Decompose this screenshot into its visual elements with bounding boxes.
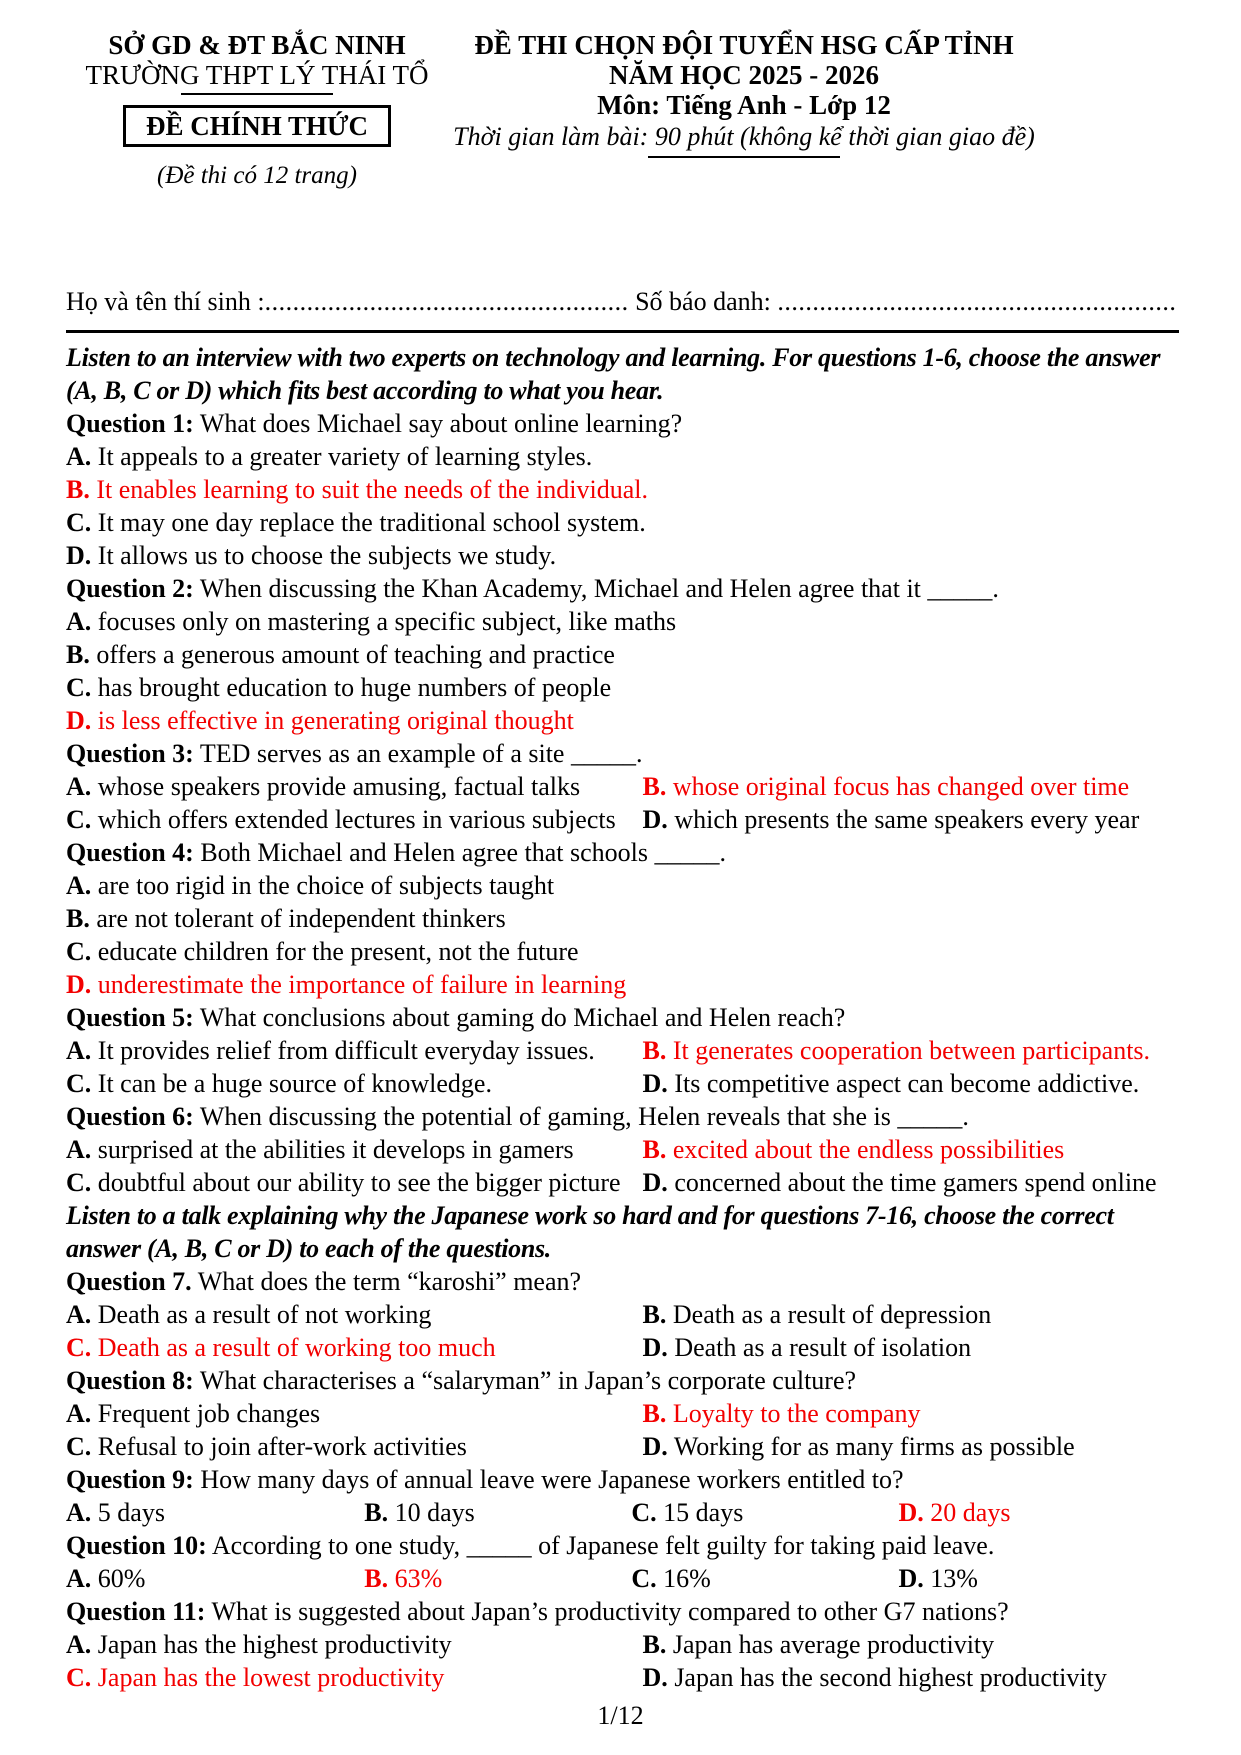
school-name: TRƯỜNG THPT LÝ THÁI TỔ — [85, 60, 429, 90]
option-key: D. — [642, 1663, 668, 1692]
option-a: A. It appeals to a greater variety of learning styles. — [66, 442, 593, 471]
question-5 — [66, 1001, 1179, 1100]
option-key: D. — [66, 541, 92, 570]
question-text: Question 8: What characterises a “salaryman” in Japan’s corporate culture? — [66, 1366, 857, 1395]
option-c: C. Death as a result of working too much — [66, 1333, 496, 1362]
option-c: C. It may one day replace the traditional school system. — [66, 508, 646, 537]
official-exam-box — [123, 105, 391, 147]
options — [66, 1397, 1179, 1463]
option-d: D. 13% — [898, 1564, 978, 1593]
option-key: B. — [364, 1564, 389, 1593]
option-c: C. has brought education to huge numbers of people — [66, 673, 612, 702]
question-6 — [66, 1100, 1179, 1199]
header-right — [448, 30, 1040, 158]
option-d: D. underestimate the importance of failure in learning — [66, 970, 627, 999]
section-instruction: Listen to a talk explaining why the Japanese work so hard and for questions 7-16, choose the correct answer (A, B, C or D) to each of the questions. — [66, 1201, 1114, 1263]
option-b: B. Loyalty to the company — [642, 1399, 921, 1428]
option-key: C. — [66, 1432, 92, 1461]
pages-note: (Đề thi có 12 trang) — [157, 162, 357, 189]
option-key: C. — [631, 1564, 657, 1593]
school-year: NĂM HỌC 2025 - 2026 — [609, 60, 879, 90]
subject-line: Môn: Tiếng Anh - Lớp 12 — [597, 90, 891, 120]
department-name: SỞ GD & ĐT BẮC NINH — [108, 30, 406, 60]
option-key: D. — [642, 1333, 668, 1362]
option-d: D. It allows us to choose the subjects we study. — [66, 541, 557, 570]
option-key: D. — [898, 1564, 924, 1593]
question-8 — [66, 1364, 1179, 1463]
option-b: B. Death as a result of depression — [642, 1300, 992, 1329]
option-key: A. — [66, 1135, 92, 1164]
question-text: Question 11: What is suggested about Japan’s productivity compared to other G7 nations? — [66, 1597, 1009, 1626]
candidate-id-label: Số báo danh: — [628, 287, 778, 316]
question-number: Question 4: — [66, 838, 194, 867]
option-c: C. doubtful about our ability to see the bigger picture — [66, 1168, 621, 1197]
option-key: C. — [66, 1168, 92, 1197]
question-1 — [66, 407, 1179, 572]
option-key: C. — [66, 937, 92, 966]
question-number: Question 5: — [66, 1003, 194, 1032]
option-key: A. — [66, 772, 92, 801]
option-key: D. — [642, 1432, 668, 1461]
question-text: Question 4: Both Michael and Helen agree that schools _____. — [66, 838, 726, 867]
official-exam-label: ĐỀ CHÍNH THỨC — [145, 111, 369, 141]
option-a: A. It provides relief from difficult everyday issues. — [66, 1036, 595, 1065]
candidate-name-blank: .................................................... — [264, 287, 629, 316]
question-9 — [66, 1463, 1179, 1529]
option-d: D. concerned about the time gamers spend online — [642, 1168, 1157, 1197]
question-text: Question 3: TED serves as an example of a site _____. — [66, 739, 643, 768]
exam-title: ĐỀ THI CHỌN ĐỘI TUYỂN HSG CẤP TỈNH — [474, 30, 1014, 60]
option-key: A. — [66, 871, 92, 900]
option-key: D. — [642, 805, 668, 834]
question-text: Question 9: How many days of annual leave were Japanese workers entitled to? — [66, 1465, 904, 1494]
question-number: Question 2: — [66, 574, 194, 603]
options — [66, 440, 1179, 572]
option-a: A. 60% — [66, 1564, 146, 1593]
option-a: A. Japan has the highest productivity — [66, 1630, 452, 1659]
option-key: B. — [364, 1498, 389, 1527]
option-d: D. which presents the same speakers every year — [642, 805, 1140, 834]
question-number: Question 9: — [66, 1465, 194, 1494]
option-key: B. — [642, 1300, 667, 1329]
candidate-line — [66, 287, 1179, 317]
option-b: B. whose original focus has changed over time — [642, 772, 1130, 801]
option-d: D. 20 days — [898, 1498, 1011, 1527]
option-key: D. — [898, 1498, 924, 1527]
options — [66, 1496, 1179, 1529]
option-key: C. — [66, 508, 92, 537]
question-text: Question 7. What does the term “karoshi” mean? — [66, 1267, 582, 1296]
option-key: A. — [66, 1564, 92, 1593]
option-c: C. It can be a huge source of knowledge. — [66, 1069, 492, 1098]
header-divider — [66, 330, 1179, 333]
option-key: A. — [66, 1498, 92, 1527]
header — [66, 30, 1179, 191]
question-2 — [66, 572, 1179, 737]
option-key: B. — [66, 475, 90, 504]
candidate-id-blank: ......................................................... — [777, 287, 1177, 316]
option-key: C. — [66, 1663, 92, 1692]
option-key: B. — [642, 772, 667, 801]
question-text: Question 10: According to one study, _____ of Japanese felt guilty for taking paid leave. — [66, 1531, 995, 1560]
question-text: Question 2: When discussing the Khan Academy, Michael and Helen agree that it _____. — [66, 574, 999, 603]
option-b: B. excited about the endless possibilities — [642, 1135, 1065, 1164]
option-d: D. Its competitive aspect can become addictive. — [642, 1069, 1140, 1098]
option-key: B. — [66, 904, 90, 933]
option-b: B. It enables learning to suit the needs of the individual. — [66, 475, 648, 504]
option-key: A. — [66, 442, 92, 471]
question-text: Question 1: What does Michael say about online learning? — [66, 409, 683, 438]
option-b: B. 10 days — [364, 1498, 475, 1527]
question-3 — [66, 737, 1179, 836]
option-b: B. offers a generous amount of teaching and practice — [66, 640, 615, 669]
options — [66, 1298, 1179, 1364]
options — [66, 1034, 1179, 1100]
option-key: A. — [66, 1630, 92, 1659]
question-4 — [66, 836, 1179, 1001]
option-d: D. Japan has the second highest productivity — [642, 1663, 1107, 1692]
option-key: D. — [642, 1069, 668, 1098]
option-key: D. — [66, 970, 92, 999]
option-a: A. Frequent job changes — [66, 1399, 321, 1428]
option-d: D. Death as a result of isolation — [642, 1333, 972, 1362]
option-c: C. which offers extended lectures in various subjects — [66, 805, 616, 834]
options — [66, 770, 1179, 836]
questions-area — [66, 341, 1179, 1694]
options — [66, 869, 1179, 1001]
duration-line: Thời gian làm bài: 90 phút (không kể thời gian giao đề) — [453, 122, 1035, 151]
option-b: B. Japan has average productivity — [642, 1630, 995, 1659]
question-number: Question 6: — [66, 1102, 194, 1131]
option-c: C. 15 days — [631, 1498, 744, 1527]
option-a: A. are too rigid in the choice of subjects taught — [66, 871, 555, 900]
option-a: A. focuses only on mastering a specific subject, like maths — [66, 607, 677, 636]
option-key: B. — [642, 1630, 667, 1659]
header-left — [66, 30, 448, 191]
option-a: A. surprised at the abilities it develops in gamers — [66, 1135, 574, 1164]
option-key: B. — [642, 1135, 667, 1164]
options — [66, 1133, 1179, 1199]
option-a: A. Death as a result of not working — [66, 1300, 432, 1329]
option-key: A. — [66, 1399, 92, 1428]
option-a: A. whose speakers provide amusing, factual talks — [66, 772, 581, 801]
option-d: D. Working for as many firms as possible — [642, 1432, 1075, 1461]
duration-underline — [648, 156, 840, 158]
option-key: D. — [642, 1168, 668, 1197]
question-text: Question 6: When discussing the potential of gaming, Helen reveals that she is _____. — [66, 1102, 969, 1131]
option-key: C. — [66, 1069, 92, 1098]
option-key: C. — [66, 1333, 92, 1362]
school-underline — [181, 93, 333, 95]
question-10 — [66, 1529, 1179, 1595]
option-d: D. is less effective in generating original thought — [66, 706, 574, 735]
question-number: Question 10: — [66, 1531, 207, 1560]
option-key: B. — [66, 640, 90, 669]
option-key: A. — [66, 1300, 92, 1329]
option-b: B. are not tolerant of independent thinkers — [66, 904, 506, 933]
option-key: C. — [631, 1498, 657, 1527]
option-c: C. educate children for the present, not the future — [66, 937, 579, 966]
option-key: D. — [66, 706, 92, 735]
question-text: Question 5: What conclusions about gaming do Michael and Helen reach? — [66, 1003, 846, 1032]
option-key: C. — [66, 673, 92, 702]
question-number: Question 1: — [66, 409, 194, 438]
option-b: B. 63% — [364, 1564, 443, 1593]
option-c: C. 16% — [631, 1564, 711, 1593]
option-key: A. — [66, 607, 92, 636]
page-number: 1/12 — [597, 1701, 644, 1730]
option-a: A. 5 days — [66, 1498, 165, 1527]
section-instruction: Listen to an interview with two experts on technology and learning. For questions 1-6, choose the answer (A, B, C or D) which fits best according to what you hear. — [66, 343, 1161, 405]
option-key: B. — [642, 1036, 667, 1065]
option-key: B. — [642, 1399, 667, 1428]
question-number: Question 8: — [66, 1366, 194, 1395]
option-c: C. Refusal to join after-work activities — [66, 1432, 467, 1461]
options — [66, 605, 1179, 737]
question-11 — [66, 1595, 1179, 1694]
options — [66, 1562, 1179, 1595]
question-number: Question 7. — [66, 1267, 192, 1296]
options — [66, 1628, 1179, 1694]
option-c: C. Japan has the lowest productivity — [66, 1663, 445, 1692]
question-7 — [66, 1265, 1179, 1364]
option-key: C. — [66, 805, 92, 834]
option-b: B. It generates cooperation between participants. — [642, 1036, 1151, 1065]
question-number: Question 3: — [66, 739, 194, 768]
candidate-name-label: Họ và tên thí sinh : — [66, 287, 265, 316]
question-number: Question 11: — [66, 1597, 206, 1626]
option-key: A. — [66, 1036, 92, 1065]
